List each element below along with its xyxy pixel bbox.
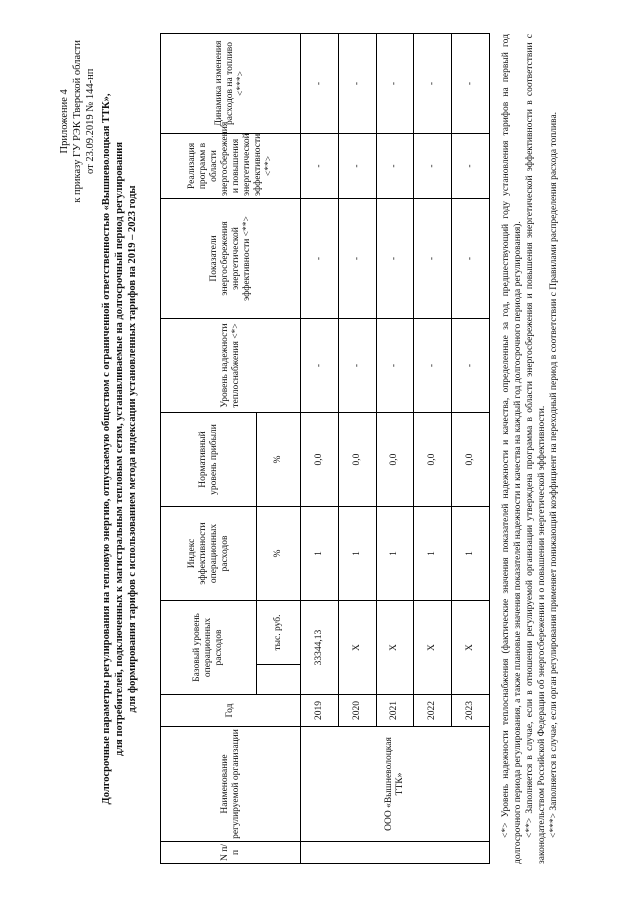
cell-base: Х bbox=[414, 601, 452, 695]
row-num bbox=[301, 842, 490, 864]
appendix-line: Приложение 4 bbox=[59, 89, 70, 154]
header-org: Наименование регулируемой организации bbox=[161, 727, 301, 842]
cell-index: 1 bbox=[338, 507, 376, 601]
appendix-line: от 23.09.2019 № 144-нп bbox=[85, 68, 96, 174]
unit-index: % bbox=[257, 507, 301, 601]
header-energy: Показатели энергосбережения энергетической эффективности <**> bbox=[161, 199, 301, 319]
cell-reliability: - bbox=[376, 319, 414, 413]
cell-base: 33344,13 bbox=[301, 601, 339, 695]
cell-programs: - bbox=[414, 134, 452, 199]
org-name: ООО «Вышневолоцкая ТТК» bbox=[301, 727, 490, 842]
cell-energy: - bbox=[414, 199, 452, 319]
document-title bbox=[100, 54, 139, 844]
cell-fuel: - bbox=[376, 34, 414, 134]
unit-base: тыс. руб. bbox=[257, 601, 301, 665]
cell-index: 1 bbox=[301, 507, 339, 601]
cell-base: Х bbox=[338, 601, 376, 695]
cell-reliability: - bbox=[414, 319, 452, 413]
header-num: N п/п bbox=[161, 842, 301, 864]
cell-reliability: - bbox=[452, 319, 490, 413]
cell-energy: - bbox=[301, 199, 339, 319]
appendix-line: к приказу ГУ РЭК Тверской области bbox=[72, 40, 83, 203]
cell-year: 2023 bbox=[452, 695, 490, 727]
header-profit: Нормативный уровень прибыли bbox=[161, 413, 257, 507]
title-line: для формирования тарифов с использованием метода индексации установленных тарифов на 2019 – 2023 годы bbox=[127, 185, 138, 713]
header-programs: Реализация программ в области энергосбережения и повышения энергетической эффективности <**> bbox=[161, 134, 301, 199]
header-year: Год bbox=[161, 695, 301, 727]
cell-energy: - bbox=[452, 199, 490, 319]
cell-programs: - bbox=[452, 134, 490, 199]
cell-profit: 0,0 bbox=[376, 413, 414, 507]
cell-energy: - bbox=[376, 199, 414, 319]
header-base: Базовый уровень операционных расходов bbox=[161, 601, 257, 695]
cell-year: 2019 bbox=[301, 695, 339, 727]
cell-fuel: - bbox=[452, 34, 490, 134]
cell-index: 1 bbox=[376, 507, 414, 601]
parameters-table bbox=[160, 33, 490, 864]
cell-fuel: - bbox=[414, 34, 452, 134]
cell-index: 1 bbox=[414, 507, 452, 601]
header-index: Индекс эффективности операционных расходов bbox=[161, 507, 257, 601]
footnote: <***> Заполняется в случае, если орган регулирования применяет понижающий коэффициент на переходный период в соответствии с Правилами распределения расхода топлива. bbox=[549, 111, 559, 838]
cell-profit: 0,0 bbox=[452, 413, 490, 507]
cell-programs: - bbox=[376, 134, 414, 199]
cell-energy: - bbox=[338, 199, 376, 319]
table-row bbox=[301, 34, 339, 864]
header-reliability: Уровень надежности теплоснабжения <*> bbox=[161, 319, 301, 413]
cell-profit: 0,0 bbox=[301, 413, 339, 507]
footnotes bbox=[500, 34, 560, 864]
cell-year: 2022 bbox=[414, 695, 452, 727]
header-fuel: Динамика изменения расходов на топливо <***> bbox=[161, 34, 301, 134]
cell-index: 1 bbox=[452, 507, 490, 601]
cell-year: 2021 bbox=[376, 695, 414, 727]
cell-year: 2020 bbox=[338, 695, 376, 727]
cell-fuel: - bbox=[301, 34, 339, 134]
cell-programs: - bbox=[338, 134, 376, 199]
cell-base: Х bbox=[452, 601, 490, 695]
cell-base: Х bbox=[376, 601, 414, 695]
footnote: <**> Заполняется в случае, если в отношении регулируемой организации утверждена программа в области энергосбережения и повышения энергетической эффективности в соответствии с законодательством Российской Федерации об энергосбережении и о повышении энергетической эффективности. bbox=[525, 34, 547, 864]
appendix-header bbox=[58, 40, 97, 203]
cell-reliability: - bbox=[338, 319, 376, 413]
cell-reliability: - bbox=[301, 319, 339, 413]
title-line: Долгосрочные параметры регулирования на тепловую энергию, отпускаемую обществом с ограниченной ответственностью «Вышневолоцкая ТТК», bbox=[101, 93, 112, 805]
cell-profit: 0,0 bbox=[414, 413, 452, 507]
cell-profit: 0,0 bbox=[338, 413, 376, 507]
cell-fuel: - bbox=[338, 34, 376, 134]
footnote: <*> Уровень надежности теплоснабжения (фактические значения показателей надежности и качества, определенные за год, предшествующий году установления тарифов на первый год долгосрочного периода регулирования, а также плановые значения показателей надежности и качества на каждый год долгосрочного периода регулирования). bbox=[501, 34, 523, 864]
title-line: для потребителей, подключенных к магистральным тепловым сетям, устанавливаемые на долгосрочный период регулирования bbox=[114, 141, 125, 757]
unit-profit: % bbox=[257, 413, 301, 507]
cell-programs: - bbox=[301, 134, 339, 199]
